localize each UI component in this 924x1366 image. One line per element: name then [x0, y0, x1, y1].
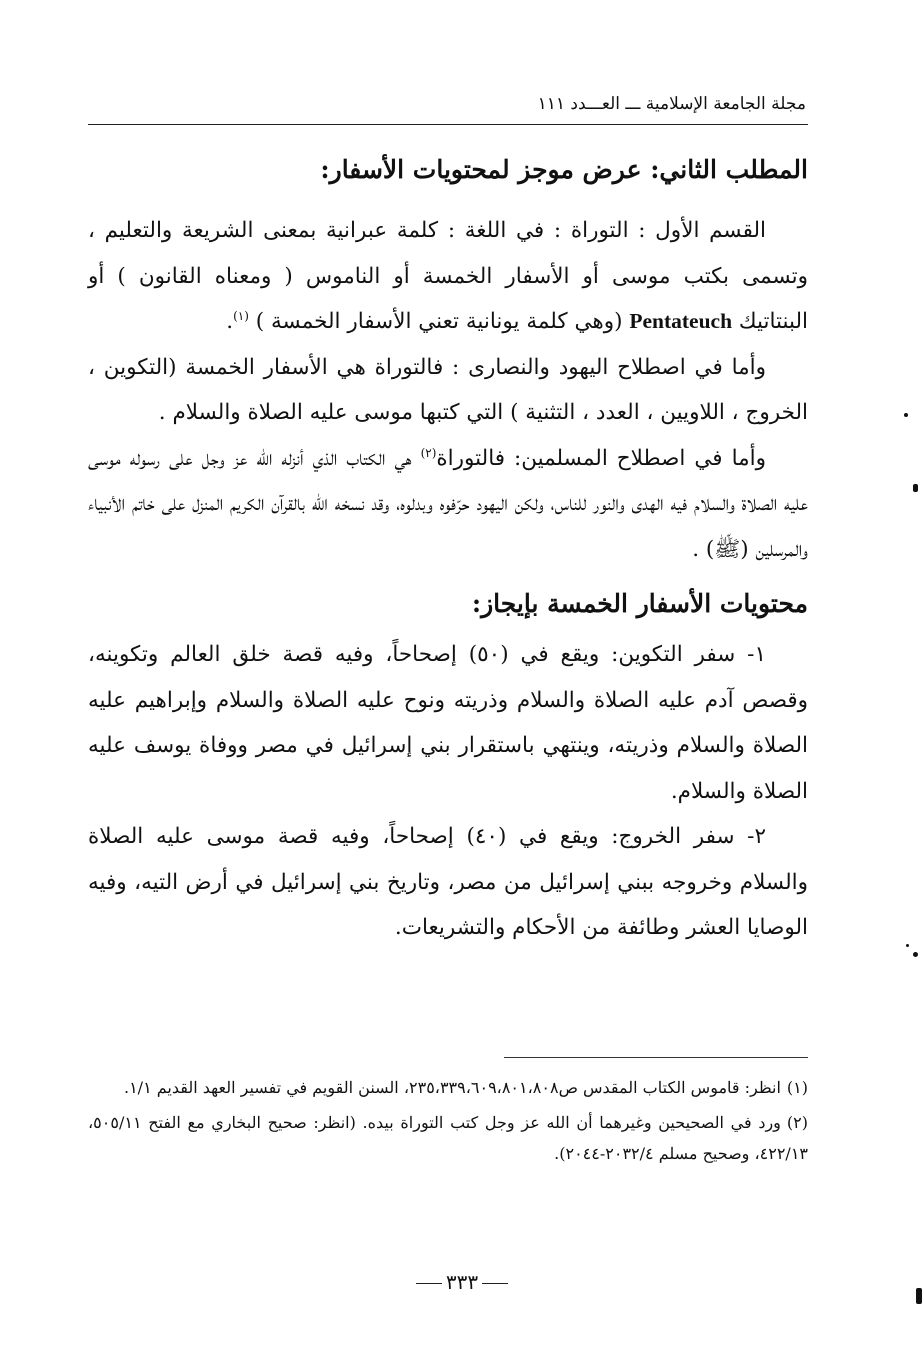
dash-left: [416, 1283, 442, 1284]
footnote-number: (١): [786, 1078, 808, 1097]
scan-speck: [906, 944, 909, 947]
footnote-reference[interactable]: (٢): [420, 445, 437, 460]
scan-speck: [913, 952, 918, 957]
footnote-item: [88, 1072, 808, 1103]
subsection-title: محتويات الأسفار الخمسة بإيجاز:: [471, 589, 808, 618]
paragraph-end: .: [226, 309, 234, 334]
paragraph-text: القسم الأول : التوراة : في اللغة : كلمة عبرانية بمعنى الشريعة والتعليم ، وتسمى بكتب موسى أو الأسفار الخمسة أو الناموس ( ومعناه القانون ) أو البنتاتيك: [88, 218, 808, 334]
book-exodus: ٢- سفر الخروج: ويقع في (٤٠) إصحاحاً، وفيه قصة موسى عليه الصلاة والسلام وخروجه ببني إسرائيل من مصر، وتاريخ بني إسرائيل في أرض التيه، وفيه الوصايا العشر وطائفة من الأحكام والتشريعات.: [88, 824, 808, 940]
header-rule: [88, 124, 808, 125]
footnote-text: انظر: قاموس الكتاب المقدس ص٢٣٥،٣٣٩،٦٠٩،٨٠١،٨٠٨، السنن القويم في تفسير العهد القديم ١/١.: [123, 1078, 781, 1097]
paragraph-torah-language: [88, 208, 808, 345]
paragraph-text: وأما في اصطلاح المسلمين: فالتوراة: [436, 445, 767, 471]
latin-term: Pentateuch: [629, 309, 733, 333]
scan-speck: [916, 1288, 922, 1304]
paragraph-torah-jews-christians: وأما في اصطلاح اليهود والنصارى : فالتوراة هي الأسفار الخمسة (التكوين ، الخروج ، اللاويين ، العدد ، التثنية ) التي كتبها موسى عليه الصلاة والسلام .: [88, 354, 808, 425]
footnote-text: ورد في الصحيحين وغيرهما أن الله عز وجل كتب التوراة بيده. (انظر: صحيح البخاري مع الفتح ٥٠٥/١١، ٤٢٢/١٣، وصحيح مسلم ٢٠٣٢/٤-٢٠٤٤).: [88, 1113, 808, 1163]
footnote-number: (٢): [786, 1113, 808, 1132]
body-text: [88, 148, 808, 951]
footnotes: [88, 1072, 808, 1173]
footnote-rule: [504, 1057, 808, 1058]
book-genesis: ١- سفر التكوين: ويقع في (٥٠) إصحاحاً، وفيه قصة خلق العالم وتكوينه، وقصص آدم عليه الصلاة والسلام وذريته ونوح عليه الصلاة والسلام وإبراهيم عليه الصلاة والسلام وذريته، وينتهي باستقرار بني إسرائيل في مصر ووفاة يوسف عليه الصلاة والسلام.: [88, 642, 808, 804]
dash-right: [482, 1283, 508, 1284]
scan-speck: [904, 413, 908, 417]
footnote-reference[interactable]: (١): [233, 308, 249, 323]
paragraph-torah-muslims: [88, 436, 808, 573]
section-title: المطلب الثاني: عرض موجز لمحتويات الأسفار:: [320, 155, 808, 184]
running-head: مجلة الجامعة الإسلامية ـــ العـــدد ١١١: [537, 94, 806, 114]
scan-speck: [913, 484, 918, 492]
paragraph-text: هي الكتاب الذي أنزله الله عز وجل على رسوله موسى عليه الصلاة والسلام فيه الهدى والنور للناس، ولكن اليهود حرّفوه وبدلوه، وقد نسخه الله بالقرآن الكريم المنزل على خاتم الأنبياء والمرسلين (ﷺ) .: [88, 445, 808, 562]
footnote-item: [88, 1107, 808, 1169]
page-number: [0, 1268, 924, 1296]
page-number-text: ٣٣٣: [445, 1270, 479, 1294]
paragraph-text: (وهي كلمة يونانية تعني الأسفار الخمسة ): [248, 309, 630, 334]
